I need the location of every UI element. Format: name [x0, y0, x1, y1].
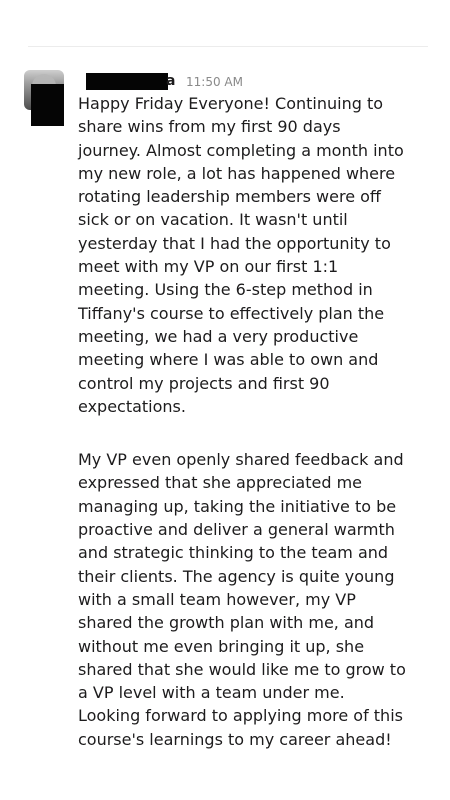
message-paragraph-1: Happy Friday Everyone! Continuing to share wins from my first 90 days journey. Almost completing a month into my new role, a lot has happened where rotating leadership members were off sick or on vacation. It wasn't until yesterday that I had the opportunity to meet with my VP on our first 1:1 meeting. Using the 6-step method in Tiffany's course to effectively plan the meeting, we had a very productive meeting where I was able to own and control my projects and first 90 expectations.	[78, 94, 404, 416]
message-paragraph-2: My VP even openly shared feedback and expressed that she appreciated me managing up, taking the initiative to be proactive and deliver a general warmth and strategic thinking to the team and their clients. The agency is quite young with a small team however, my VP shared the growth plan with me, and without me even bringing it up, she shared that she would like me to grow to a VP level with a team under me. Looking forward to applying more of this course's learnings to my career ahead!	[78, 450, 406, 749]
message-body	[78, 92, 408, 751]
author-name-redaction	[86, 73, 168, 90]
message-timestamp[interactable]: 11:50 AM	[186, 75, 243, 89]
redaction-bar	[31, 84, 64, 126]
author-name-visible-suffix[interactable]: a	[166, 73, 176, 89]
